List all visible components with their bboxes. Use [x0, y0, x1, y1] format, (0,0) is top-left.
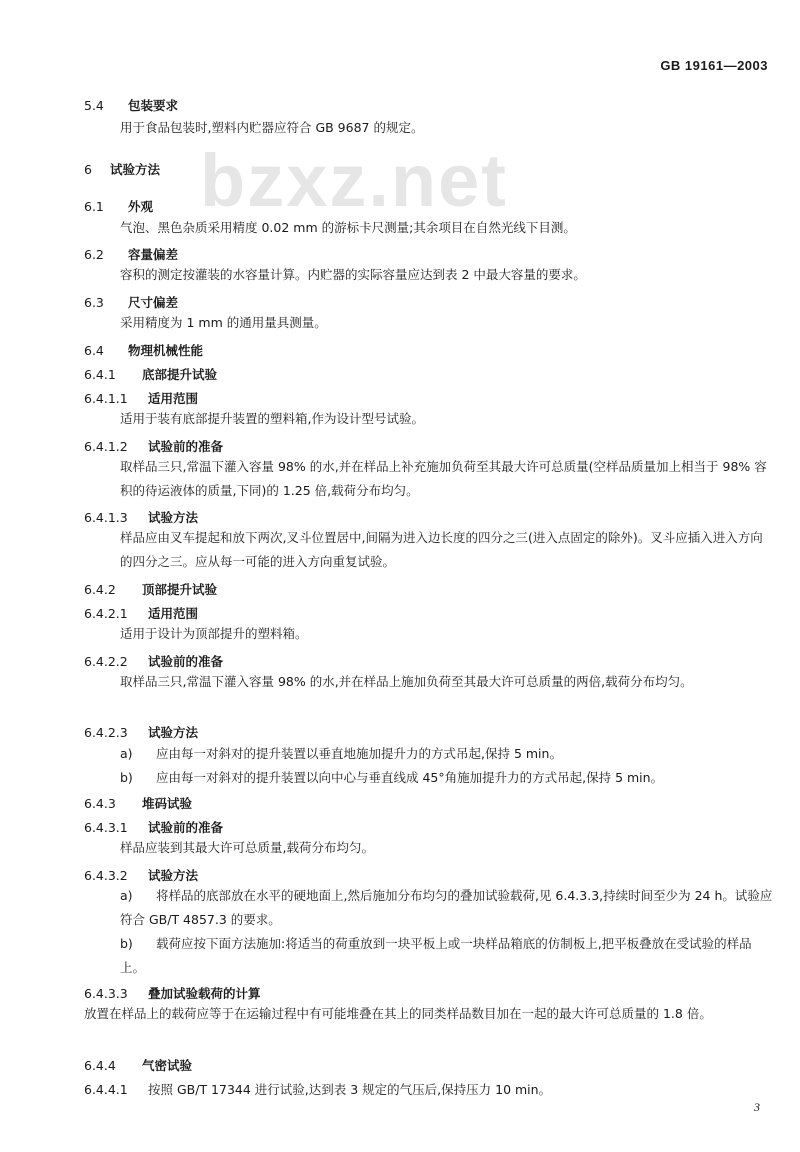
- heading-6-4-2-2: [84, 652, 223, 670]
- heading-6-4-1-1: [84, 389, 198, 407]
- section-title: 适用范围: [148, 606, 199, 621]
- section-number: 6.4.1.3: [84, 510, 128, 525]
- section-number: 6.4.4.1: [84, 1082, 128, 1097]
- heading-6-4-1: [84, 365, 217, 383]
- section-number: 6.3: [84, 295, 104, 310]
- item-marker: a): [120, 746, 133, 761]
- watermark: bzxz.net: [200, 139, 508, 222]
- section-number: 6.4.1: [84, 367, 116, 382]
- heading-6-4-3-1: [84, 818, 223, 836]
- heading-6-4-2-3: [84, 723, 198, 741]
- paragraph: 用于食品包装时,塑料内贮器应符合 GB 9687 的规定。: [120, 120, 424, 135]
- heading-6-4: [84, 341, 203, 359]
- paragraph: 适用于装有底部提升装置的塑料箱,作为设计型号试验。: [120, 411, 424, 426]
- heading-6-4-4: [84, 1056, 192, 1074]
- section-title: 叠加试验载荷的计算: [148, 986, 261, 1001]
- section-number: 6.4.2: [84, 582, 116, 597]
- section-number: 6: [84, 162, 92, 177]
- paragraph: 适用于设计为顶部提升的塑料箱。: [120, 626, 308, 641]
- section-title: 试验前的准备: [148, 654, 224, 669]
- list-item: [84, 884, 774, 932]
- page-number: 3: [754, 1100, 760, 1114]
- section-title: 试验方法: [148, 868, 199, 883]
- list-item: [84, 932, 774, 980]
- item-marker: a): [120, 888, 133, 903]
- heading-6-4-2: [84, 580, 217, 598]
- section-title: 试验前的准备: [148, 820, 224, 835]
- paragraph: 取样品三只,常温下灌入容量 98% 的水,并在样品上施加负荷至其最大许可总质量的两倍,载荷分布均匀。: [120, 674, 693, 689]
- section-title: 试验方法: [110, 162, 161, 177]
- section-number: 6.4.3.1: [84, 820, 128, 835]
- section-number: 6.4.2.1: [84, 606, 128, 621]
- section-number: 6.4.4: [84, 1058, 116, 1073]
- section-title: 容量偏差: [128, 247, 179, 262]
- heading-6-4-4-1: [84, 1080, 551, 1098]
- section-title: 气密试验: [142, 1058, 193, 1073]
- item-marker: b): [120, 936, 133, 951]
- paragraph: 气泡、黑色杂质采用精度 0.02 mm 的游标卡尺测量;其余项目在自然光线下目测。: [120, 220, 576, 235]
- item-text: 将样品的底部放在水平的硬地面上,然后施加分布均匀的叠加试验载荷,见 6.4.3.3,持续时间至少为 24 h。试验应符合 GB/T 4857.3 的要求。: [120, 888, 773, 927]
- section-title: 底部提升试验: [142, 367, 218, 382]
- item-text: 应由每一对斜对的提升装置以向中心与垂直线成 45°角施加提升力的方式吊起,保持 5 min。: [156, 770, 664, 785]
- section-title: 物理机械性能: [128, 343, 204, 358]
- section-number: 6.4.2.3: [84, 725, 128, 740]
- section-number: 6.4.3: [84, 796, 116, 811]
- paragraph: 样品应装到其最大许可总质量,载荷分布均匀。: [120, 840, 374, 855]
- section-title: 堆码试验: [142, 796, 193, 811]
- heading-6-4-2-1: [84, 604, 198, 622]
- heading-6-1: [84, 197, 153, 215]
- heading-6-4-3: [84, 794, 192, 812]
- item-marker: b): [120, 770, 133, 785]
- section-title: 顶部提升试验: [142, 582, 218, 597]
- section-number: 6.4.1.1: [84, 391, 128, 406]
- heading-5-4: [84, 96, 178, 114]
- section-title: 包装要求: [128, 98, 179, 113]
- section-number: 6.4.2.2: [84, 654, 128, 669]
- section-title: 试验前的准备: [148, 439, 224, 454]
- item-text: 载荷应按下面方法施加:将适当的荷重放到一块平板上或一块样品箱底的仿制板上,把平板叠放在受试验的样品上。: [120, 936, 752, 975]
- heading-6-2: [84, 245, 178, 263]
- list-item: [84, 768, 663, 786]
- paragraph: 采用精度为 1 mm 的通用量具测量。: [120, 315, 327, 330]
- section-number: 6.4.1.2: [84, 439, 128, 454]
- paragraph: 放置在样品上的载荷应等于在运输过程中有可能堆叠在其上的同类样品数目加在一起的最大许可总质量的 1.8 倍。: [84, 1006, 712, 1021]
- section-number: 6.1: [84, 199, 104, 214]
- list-item: [84, 744, 562, 762]
- paragraph: 取样品三只,常温下灌入容量 98% 的水,并在样品上补充施加负荷至其最大许可总质量(空样品质量加上相当于 98% 容积的待运液体的质量,下同)的 1.25 倍,载荷分布均匀。: [120, 459, 767, 498]
- section-title: 试验方法: [148, 510, 199, 525]
- section-title: 试验方法: [148, 725, 199, 740]
- section-title: 外观: [128, 199, 154, 214]
- paragraph: 按照 GB/T 17344 进行试验,达到表 3 规定的气压后,保持压力 10 min。: [148, 1082, 552, 1097]
- heading-6-4-1-2: [84, 437, 223, 455]
- section-number: 5.4: [84, 98, 104, 113]
- standard-code: GB 19161—2003: [660, 58, 768, 73]
- heading-6-3: [84, 293, 178, 311]
- section-title: 适用范围: [148, 391, 199, 406]
- heading-6-4-3-3: [84, 984, 261, 1002]
- heading-6: [84, 160, 160, 178]
- paragraph: 容积的测定按灌装的水容量计算。内贮器的实际容量应达到表 2 中最大容量的要求。: [120, 267, 586, 282]
- paragraph: 样品应由叉车提起和放下两次,叉斗位置居中,间隔为进入边长度的四分之三(进入点固定的除外)。叉斗应插入进入方向的四分之三。应从每一可能的进入方向重复试验。: [120, 530, 763, 569]
- section-number: 6.4.3.3: [84, 986, 128, 1001]
- section-title: 尺寸偏差: [128, 295, 179, 310]
- section-number: 6.4: [84, 343, 104, 358]
- heading-6-4-3-2: [84, 866, 198, 884]
- item-text: 应由每一对斜对的提升装置以垂直地施加提升力的方式吊起,保持 5 min。: [156, 746, 562, 761]
- heading-6-4-1-3: [84, 508, 198, 526]
- section-number: 6.2: [84, 247, 104, 262]
- section-number: 6.4.3.2: [84, 868, 128, 883]
